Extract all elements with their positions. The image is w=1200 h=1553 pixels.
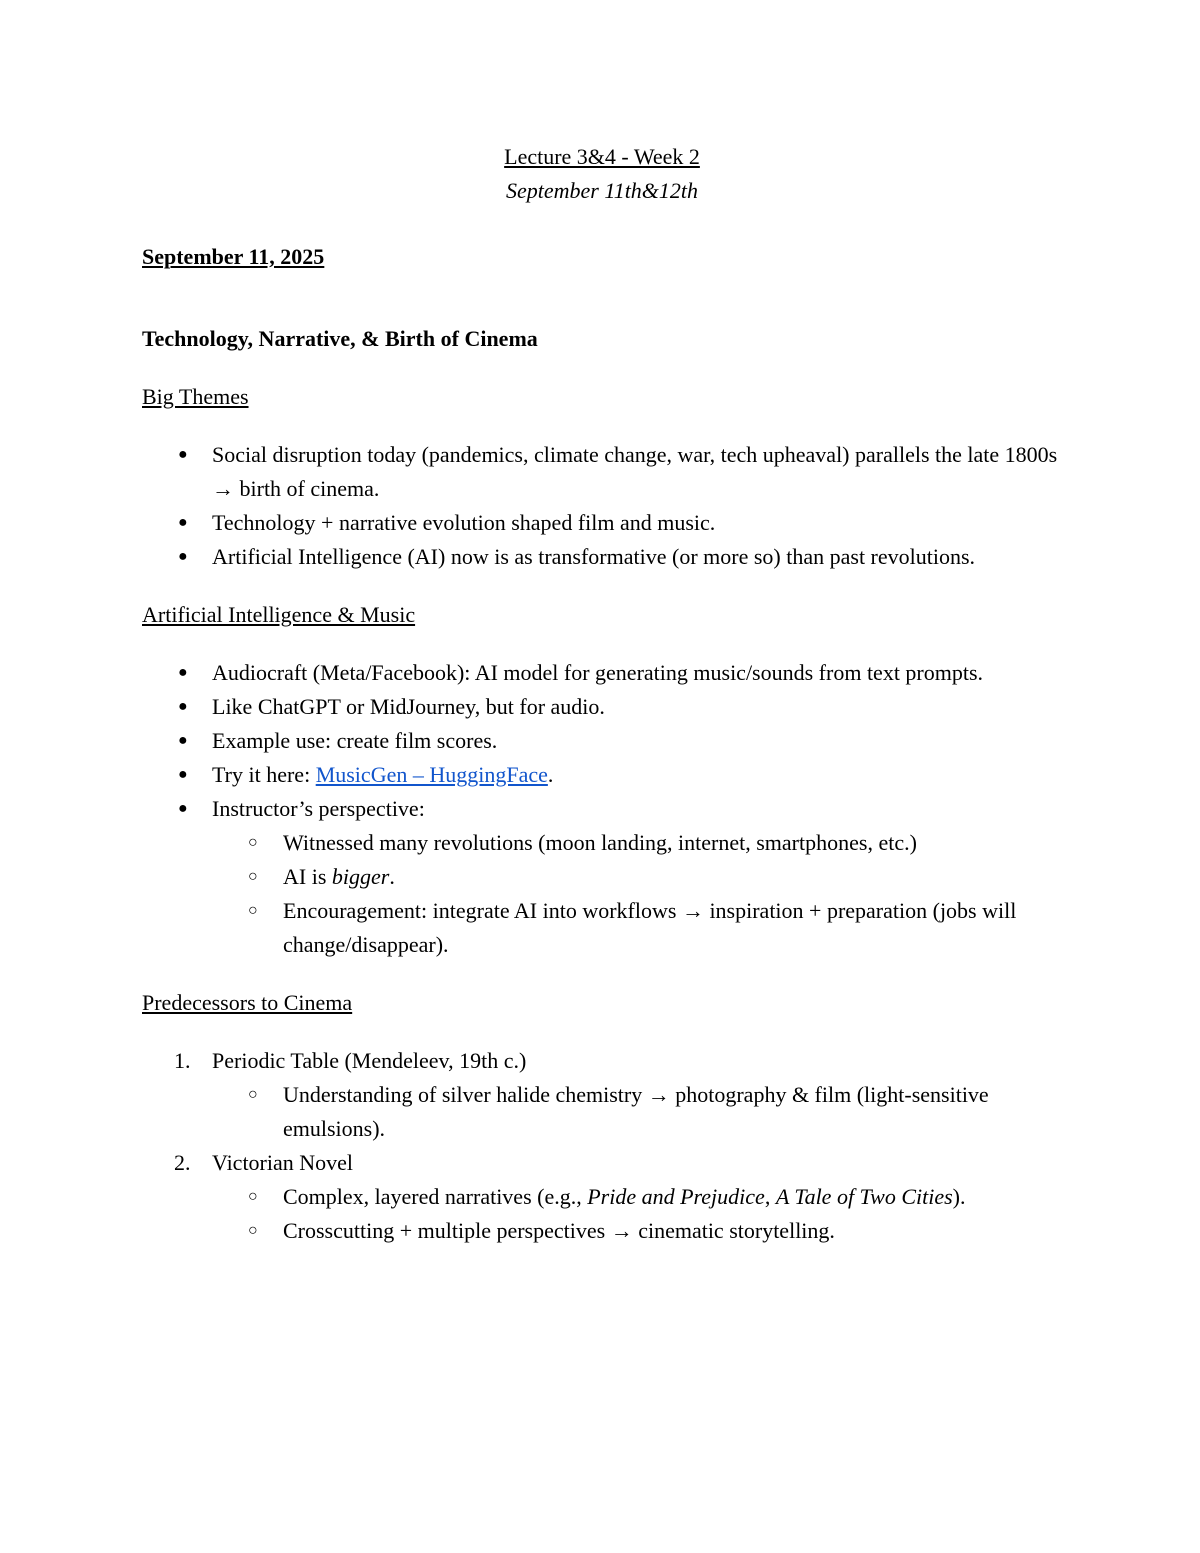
bullet-icon: ● <box>178 766 188 783</box>
list-item <box>142 506 1062 540</box>
hollow-bullet-icon: ○ <box>248 868 258 885</box>
sub-list-item <box>142 860 1062 894</box>
list-number: 2. <box>174 1150 191 1175</box>
predecessors-heading: Predecessors to Cinema <box>142 990 353 1015</box>
bullet-icon: ● <box>178 698 188 715</box>
section-title: Technology, Narrative, & Birth of Cinema <box>142 326 538 351</box>
sub-list-item <box>142 1078 1062 1146</box>
sub-list-item <box>142 1214 1062 1248</box>
list-item <box>142 690 1062 724</box>
numbered-list-item <box>142 1044 1062 1146</box>
narratives-prefix: Complex, layered narratives (e.g., <box>283 1184 588 1209</box>
list-number: 1. <box>174 1048 191 1073</box>
big-themes-heading: Big Themes <box>142 384 249 409</box>
ai-is-emphasis: bigger <box>331 864 390 889</box>
page-subtitle: September 11th&12th <box>505 178 699 203</box>
bullet-icon: ● <box>178 664 188 681</box>
list-item-text: Periodic Table (Mendeleev, 19th c.) <box>212 1048 527 1073</box>
list-item <box>142 792 1062 962</box>
try-it-suffix: . <box>547 762 554 787</box>
hollow-bullet-icon: ○ <box>248 1222 258 1239</box>
musicgen-link[interactable]: MusicGen – HuggingFace <box>315 762 548 787</box>
list-item-text: Victorian Novel <box>212 1150 354 1175</box>
hollow-bullet-icon: ○ <box>248 1188 258 1205</box>
document-page <box>142 140 1062 1248</box>
victorian-novel-sublist <box>212 1180 1062 1248</box>
list-item <box>142 656 1062 690</box>
list-item <box>142 540 1062 574</box>
list-item-text: Technology + narrative evolution shaped film and music. <box>212 510 716 535</box>
narratives-separator: , <box>764 1184 776 1209</box>
hollow-bullet-icon: ○ <box>248 1086 258 1103</box>
ai-music-list <box>142 656 1062 962</box>
instructor-label: Instructor’s perspective: <box>212 796 425 821</box>
bullet-icon: ● <box>178 446 188 463</box>
ai-is-suffix: . <box>389 864 395 889</box>
sub-list-item <box>142 826 1062 860</box>
list-item <box>142 724 1062 758</box>
sub-list-item-text: Encouragement: integrate AI into workflows → inspiration + preparation (jobs will change/disappear). <box>283 898 1017 957</box>
list-item-text: Social disruption today (pandemics, climate change, war, tech upheaval) parallels the late 1800s → birth of cinema. <box>212 442 1058 501</box>
sub-list-item <box>142 1180 1062 1214</box>
bullet-icon: ● <box>178 800 188 817</box>
sub-list-item-text: Understanding of silver halide chemistry → photography & film (light-sensitive emulsions). <box>283 1082 989 1141</box>
bullet-icon: ● <box>178 732 188 749</box>
list-item <box>142 758 1062 792</box>
instructor-sublist <box>212 826 1062 962</box>
predecessors-list <box>142 1044 1062 1248</box>
bullet-icon: ● <box>178 548 188 565</box>
bullet-icon: ● <box>178 514 188 531</box>
list-item <box>142 438 1062 506</box>
page-title: Lecture 3&4 - Week 2 <box>504 144 700 169</box>
sub-list-item-text: Witnessed many revolutions (moon landing, internet, smartphones, etc.) <box>283 830 917 855</box>
try-it-prefix: Try it here: <box>212 762 316 787</box>
date-heading: September 11, 2025 <box>142 244 325 269</box>
book-title-two-cities: A Tale of Two Cities <box>775 1184 953 1209</box>
sub-list-item <box>142 894 1062 962</box>
list-item-text: Artificial Intelligence (AI) now is as transformative (or more so) than past revolutions. <box>212 544 976 569</box>
numbered-list-item <box>142 1146 1062 1248</box>
list-item-text: Like ChatGPT or MidJourney, but for audio. <box>212 694 605 719</box>
ai-music-heading: Artificial Intelligence & Music <box>142 602 416 627</box>
list-item-text: Audiocraft (Meta/Facebook): AI model for generating music/sounds from text prompts. <box>212 660 984 685</box>
hollow-bullet-icon: ○ <box>248 902 258 919</box>
sub-list-item-text: Crosscutting + multiple perspectives → cinematic storytelling. <box>283 1218 835 1243</box>
ai-is-prefix: AI is <box>283 864 332 889</box>
book-title-pride: Pride and Prejudice <box>587 1184 765 1209</box>
hollow-bullet-icon: ○ <box>248 834 258 851</box>
narratives-suffix: ). <box>952 1184 966 1209</box>
big-themes-list <box>142 438 1062 574</box>
periodic-table-sublist <box>212 1078 1062 1146</box>
list-item-text: Example use: create film scores. <box>212 728 498 753</box>
